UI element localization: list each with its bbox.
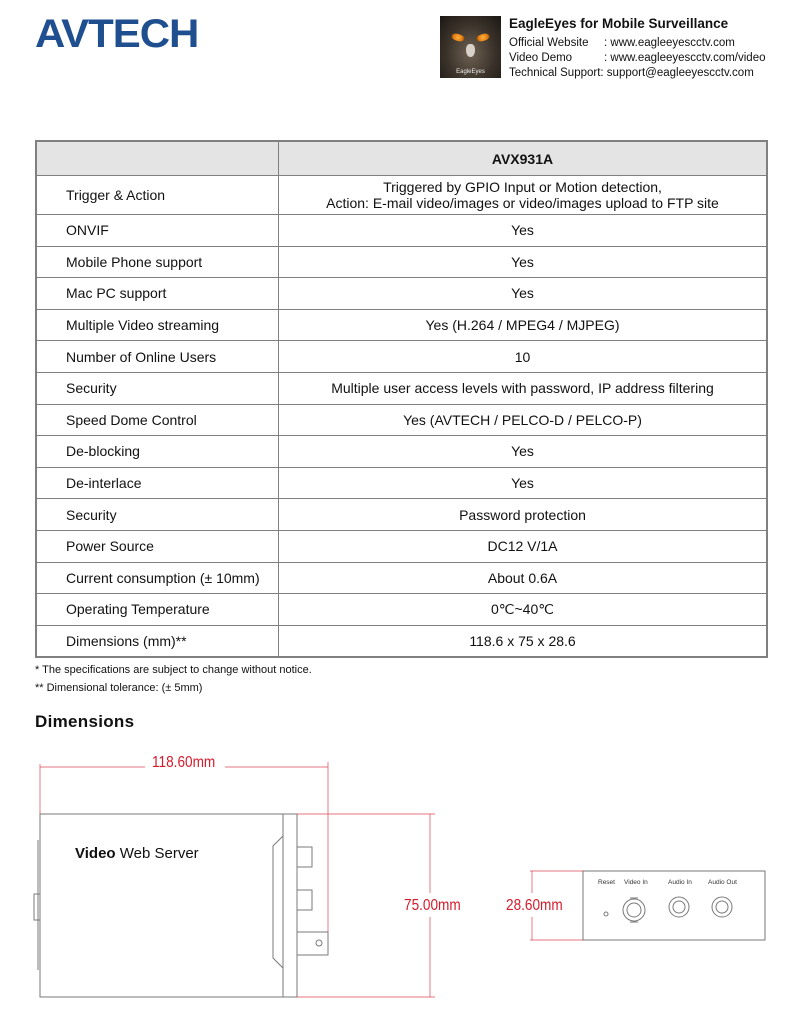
table-row <box>36 215 767 247</box>
value-line: Action: E-mail video/images or video/images upload to FTP site <box>326 195 719 211</box>
promo-label: Official Website <box>509 37 589 49</box>
value-cell: Yes <box>279 215 768 247</box>
value-cell: Yes <box>279 246 768 278</box>
feature-cell: Mobile Phone support <box>36 246 279 278</box>
value-cell: Yes <box>279 436 768 468</box>
table-row <box>36 278 767 310</box>
feature-cell: Operating Temperature <box>36 594 279 626</box>
port-label-audio-in: Audio In <box>668 879 692 886</box>
value-cell: Yes (H.264 / MPEG4 / MJPEG) <box>279 309 768 341</box>
value-cell: Password protection <box>279 499 768 531</box>
promo-label: Technical Support <box>509 67 601 79</box>
value-cell: 118.6 x 75 x 28.6 <box>279 625 768 657</box>
value-cell: 0℃~40℃ <box>279 594 768 626</box>
promo-link[interactable]: : www.eagleeyescctv.com/video <box>604 52 766 64</box>
table-row <box>36 309 767 341</box>
promo-video-demo <box>509 52 766 64</box>
value-cell: DC12 V/1A <box>279 530 768 562</box>
table-row <box>36 530 767 562</box>
value-cell <box>279 176 768 215</box>
port-label-audio-out: Audio Out <box>708 879 737 886</box>
column-header-feature <box>36 141 279 176</box>
owl-eye-icon <box>475 32 490 42</box>
table-row <box>36 404 767 436</box>
port-label-reset: Reset <box>598 879 615 886</box>
feature-cell: Speed Dome Control <box>36 404 279 436</box>
table-row <box>36 562 767 594</box>
column-header-model: AVX931A <box>279 141 768 176</box>
footnote: ** Dimensional tolerance: (± 5mm) <box>35 682 203 694</box>
promo-support <box>509 67 754 79</box>
table-row <box>36 467 767 499</box>
table-row <box>36 341 767 373</box>
promo-label: Video Demo <box>509 52 573 64</box>
table-row <box>36 246 767 278</box>
section-title-dimensions: Dimensions <box>35 712 135 731</box>
table-row <box>36 499 767 531</box>
device-body-outline <box>40 814 283 997</box>
device-label-bold: Video <box>75 845 116 862</box>
value-cell: Multiple user access levels with password, IP address filtering <box>279 372 768 404</box>
depth-dimension-label: 28.60mm <box>506 897 563 914</box>
feature-cell: Security <box>36 499 279 531</box>
avtech-logo: AVTECH <box>35 12 199 56</box>
feature-cell: Dimensions (mm)** <box>36 625 279 657</box>
height-dimension-label: 75.00mm <box>404 897 461 914</box>
table-row <box>36 436 767 468</box>
value-cell: About 0.6A <box>279 562 768 594</box>
promo-link[interactable]: : support@eagleeyescctv.com <box>600 67 754 79</box>
value-line: Triggered by GPIO Input or Motion detection, <box>383 179 662 195</box>
owl-caption: EagleEyes <box>456 69 485 75</box>
device-label-rest: Web Server <box>115 845 199 862</box>
port-label-video-in: Video In <box>624 879 648 886</box>
table-row <box>36 372 767 404</box>
feature-cell: Number of Online Users <box>36 341 279 373</box>
width-dimension-label: 118.60mm <box>152 754 216 771</box>
table-header-row <box>36 141 767 176</box>
feature-cell: Power Source <box>36 530 279 562</box>
table-row <box>36 176 767 215</box>
table-row <box>36 594 767 626</box>
feature-cell: Current consumption (± 10mm) <box>36 562 279 594</box>
footnotes <box>35 661 312 697</box>
eagleeyes-owl-image <box>440 16 501 78</box>
feature-cell: De-blocking <box>36 436 279 468</box>
feature-cell: Multiple Video streaming <box>36 309 279 341</box>
promo-website <box>509 37 735 49</box>
promo-link[interactable]: : www.eagleeyescctv.com <box>604 37 735 49</box>
spec-table <box>35 140 768 658</box>
feature-cell: Security <box>36 372 279 404</box>
footnote: * The specifications are subject to change without notice. <box>35 664 312 676</box>
feature-cell: Mac PC support <box>36 278 279 310</box>
feature-cell: Trigger & Action <box>36 176 279 215</box>
value-cell: Yes (AVTECH / PELCO-D / PELCO-P) <box>279 404 768 436</box>
feature-cell: ONVIF <box>36 215 279 247</box>
device-label <box>75 845 199 862</box>
owl-beak-icon <box>466 44 475 57</box>
value-cell: Yes <box>279 467 768 499</box>
feature-cell: De-interlace <box>36 467 279 499</box>
promo-title: EagleEyes for Mobile Surveillance <box>509 16 729 31</box>
owl-eye-icon <box>450 32 465 42</box>
value-cell: Yes <box>279 278 768 310</box>
value-cell: 10 <box>279 341 768 373</box>
table-row <box>36 625 767 657</box>
